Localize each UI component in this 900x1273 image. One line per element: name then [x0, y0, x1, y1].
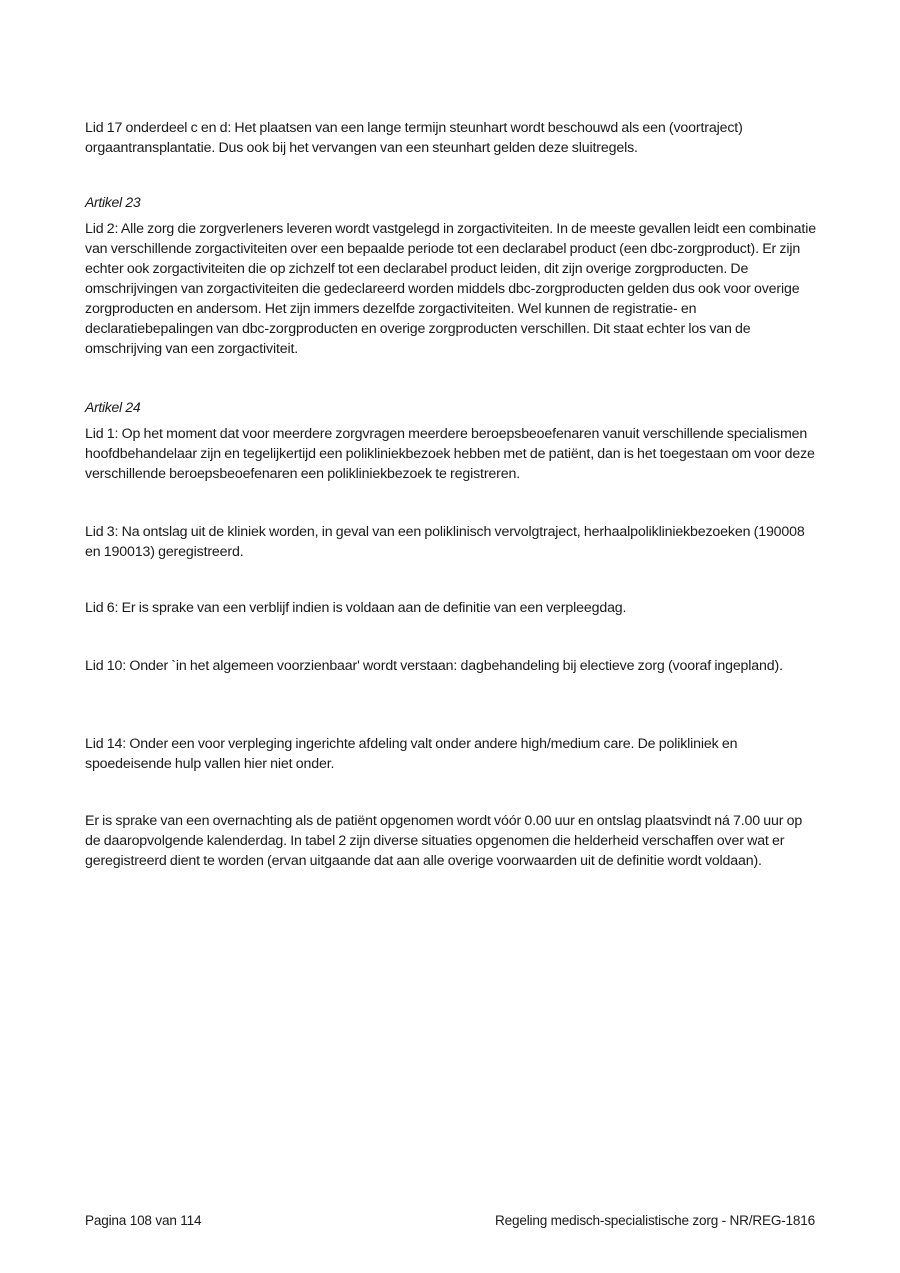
paragraph-artikel-24-lid-1: Lid 1: Op het moment dat voor meerdere zorgvragen meerdere beroepsbeoefenaren vanuit verschillende specialismen hoofdbehandelaar zijn en tegelijkertijd een polikliniekbezoek hebben met de patiënt, dan is het toegestaan om voor deze verschillende beroepsbeoefenaren een polikliniekbezoek te registreren.: [85, 426, 815, 482]
document-page: [85, 0, 820, 1273]
paragraph-lid-17: Lid 17 onderdeel c en d: Het plaatsen van een lange termijn steunhart wordt beschouwd als een (voortraject) orgaantransplantatie. Dus ook bij het vervangen van een steunhart gelden deze sluitregels.: [85, 120, 743, 156]
paragraph-artikel-24-lid-6: Lid 6: Er is sprake van een verblijf indien is voldaan aan de definitie van een verpleegdag.: [85, 600, 627, 616]
paragraph-artikel-24-lid-14: Lid 14: Onder een voor verpleging ingerichte afdeling valt onder andere high/medium care. De polikliniek en spoedeisende hulp vallen hier niet onder.: [85, 736, 738, 772]
paragraph-artikel-24-lid-10: Lid 10: Onder `in het algemeen voorzienbaar' wordt verstaan: dagbehandeling bij electieve zorg (vooraf ingepland).: [85, 658, 783, 674]
paragraph-overnachting: Er is sprake van een overnachting als de patiënt opgenomen wordt vóór 0.00 uur en ontslag plaatsvindt ná 7.00 uur op de daaropvolgende kalenderdag. In tabel 2 zijn diverse situaties opgenomen die helderheid verschaffen over wat er geregistreerd dient te worden (ervan uitgaande dat aan alle overige voorwaarden uit de definitie wordt voldaan).: [85, 813, 803, 869]
heading-artikel-24: Artikel 24: [85, 399, 141, 415]
document-title: Regeling medisch-specialistische zorg - NR/REG-1816: [495, 1213, 815, 1228]
paragraph-artikel-24-lid-3: Lid 3: Na ontslag uit de kliniek worden, in geval van een poliklinisch vervolgtraject, herhaalpolikliniekbezoeken (190008 en 190013) geregistreerd.: [85, 524, 805, 560]
paragraph-artikel-23-lid-2: Lid 2: Alle zorg die zorgverleners leveren wordt vastgelegd in zorgactiviteiten. In de meeste gevallen leidt een combinatie van verschillende zorgactiviteiten over een bepaalde periode tot een declarabel product (een dbc-zorgproduct). Er zijn echter ook zorgactiviteiten die op zichzelf tot een declarabel product leiden, dit zijn overige zorgproducten. De omschrijvingen van zorgactiviteiten die gedeclareerd worden middels dbc-zorgproducten gelden dus ook voor overige zorgproducten en andersom. Het zijn immers dezelfde zorgactiviteiten. Wel kunnen de registratie- en declaratiebepalingen van dbc-zorgproducten en overige zorgproducten verschillen. Dit staat echter los van de omschrijving van een zorgactiviteit.: [85, 221, 816, 357]
heading-artikel-23: Artikel 23: [85, 194, 141, 210]
page-number: Pagina 108 van 114: [85, 1213, 202, 1228]
